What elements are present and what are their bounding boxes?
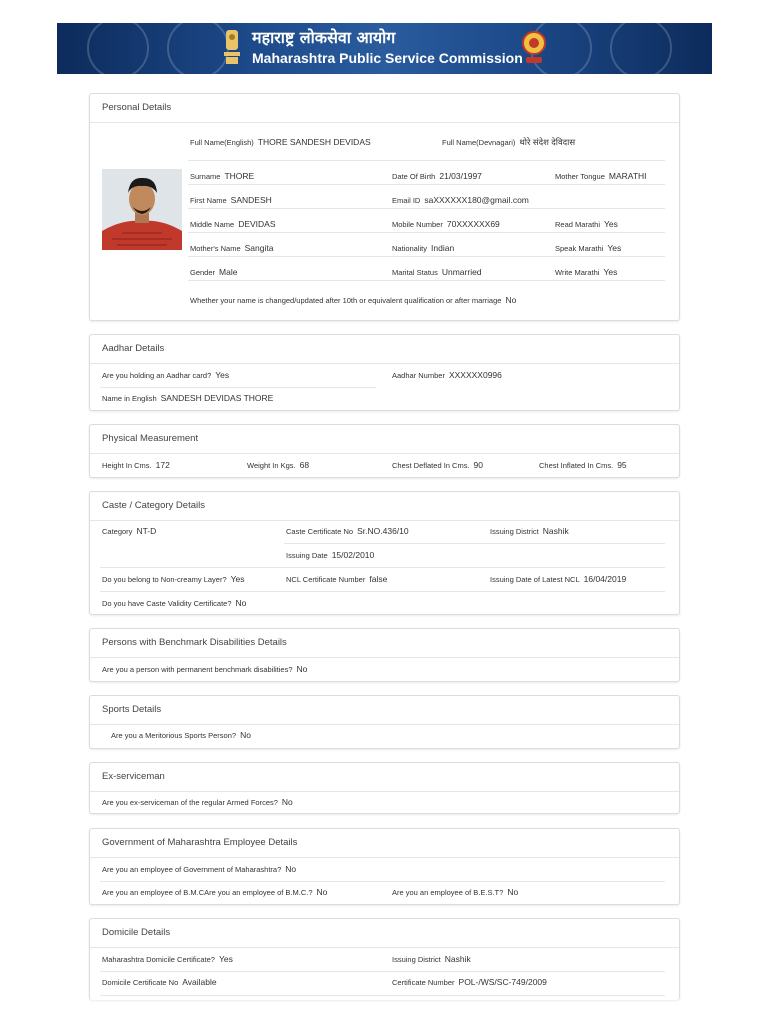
person-photo-icon [102, 169, 182, 250]
aadhar-details-card [89, 334, 680, 411]
aadhar-number-field: Aadhar Number XXXXXX0996 [392, 370, 502, 380]
section-title: Caste / Category Details [102, 500, 205, 511]
nationality-field: Nationality Indian [392, 243, 455, 253]
weight-field: Weight In Kgs. 68 [247, 460, 310, 470]
read-marathi-field: Read Marathi Yes [555, 219, 618, 229]
commission-seal-icon [520, 27, 548, 67]
gender-field: Gender Male [190, 267, 238, 277]
caste-validity-field: Do you have Caste Validity Certificate? No [102, 598, 247, 608]
ncl-number-field: NCL Certificate Number false [286, 574, 388, 584]
section-title: Persons with Benchmark Disabilities Details [102, 637, 287, 648]
issuing-date-field: Issuing Date 15/02/2010 [286, 550, 375, 560]
full-name-english: Full Name(English) THORE SANDESH DEVIDAS [190, 137, 371, 147]
govt-employee-card [89, 828, 680, 905]
domicile-details-card [89, 918, 680, 1000]
full-name-devnagari: Full Name(Devnagari) थोरे संदेश देविदास [442, 137, 576, 147]
name-changed-field: Whether your name is changed/updated after 10th or equivalent qualification or after marriage No [190, 295, 517, 305]
first-name-field: First Name SANDESH [190, 195, 272, 205]
surname-field: Surname THORE [190, 171, 255, 181]
height-field: Height In Cms. 172 [102, 460, 170, 470]
speak-marathi-field: Speak Marathi Yes [555, 243, 622, 253]
mothers-name-field: Mother's Name Sangita [190, 243, 274, 253]
dob-field: Date Of Birth 21/03/1997 [392, 171, 482, 181]
section-title: Aadhar Details [102, 343, 165, 354]
caste-category-card [89, 491, 680, 615]
bmc-employee-field: Are you an employee of B.M.CAre you an employee of B.M.C.? No [102, 887, 328, 897]
write-marathi-field: Write Marathi Yes [555, 267, 618, 277]
section-title: Government of Maharashtra Employee Details [102, 837, 298, 848]
caste-certificate-field: Caste Certificate No Sr.NO.436/10 [286, 526, 409, 536]
section-title: Domicile Details [102, 927, 171, 938]
mother-tongue-field: Mother Tongue MARATHI [555, 171, 647, 181]
best-employee-field: Are you an employee of B.E.S.T? No [392, 887, 519, 897]
physical-measurement-card [89, 424, 680, 478]
middle-name-field: Middle Name DEVIDAS [190, 219, 276, 229]
marital-status-field: Marital Status Unmarried [392, 267, 482, 277]
aadhar-name-field: Name in English SANDESH DEVIDAS THORE [102, 393, 274, 403]
header-title-english: Maharashtra Public Service Commission [252, 50, 523, 66]
section-title: Sports Details [102, 704, 162, 715]
section-title: Ex-serviceman [102, 771, 165, 782]
disability-field: Are you a person with permanent benchmark disabilities? No [102, 664, 308, 674]
non-creamy-field: Do you belong to Non-creamy Layer? Yes [102, 574, 245, 584]
aadhar-holding-field: Are you holding an Aadhar card? Yes [102, 370, 230, 380]
domicile-cert-no-field: Domicile Certificate No Available [102, 977, 217, 987]
domicile-district-field: Issuing District Nashik [392, 954, 471, 964]
applicant-photo [102, 169, 182, 250]
domicile-cert-number-field: Certificate Number POL-/WS/SC-749/2009 [392, 977, 547, 987]
exserviceman-field: Are you ex-serviceman of the regular Armed Forces? No [102, 797, 293, 807]
mobile-field: Mobile Number 70XXXXXX69 [392, 219, 500, 229]
exserviceman-card [89, 762, 680, 814]
govt-employee-field: Are you an employee of Government of Maharashtra? No [102, 864, 297, 874]
category-field: Category NT-D [102, 526, 157, 536]
issuing-district-field: Issuing District Nashik [490, 526, 569, 536]
email-field: Email ID saXXXXXX180@gmail.com [392, 195, 529, 205]
header-banner [57, 23, 712, 74]
personal-details-card [89, 93, 680, 321]
ncl-date-field: Issuing Date of Latest NCL 16/04/2019 [490, 574, 627, 584]
header-title-marathi: महाराष्ट्र लोकसेवा आयोग [252, 28, 396, 47]
section-title: Personal Details [102, 102, 172, 113]
disability-details-card [89, 628, 680, 682]
section-title: Physical Measurement [102, 433, 199, 444]
chest-deflated-field: Chest Deflated In Cms. 90 [392, 460, 483, 470]
sports-field: Are you a Meritorious Sports Person? No [111, 730, 251, 740]
chest-inflated-field: Chest Inflated In Cms. 95 [539, 460, 627, 470]
state-emblem-icon [222, 28, 242, 66]
domicile-certificate-field: Maharashtra Domicile Certificate? Yes [102, 954, 233, 964]
sports-details-card [89, 695, 680, 749]
